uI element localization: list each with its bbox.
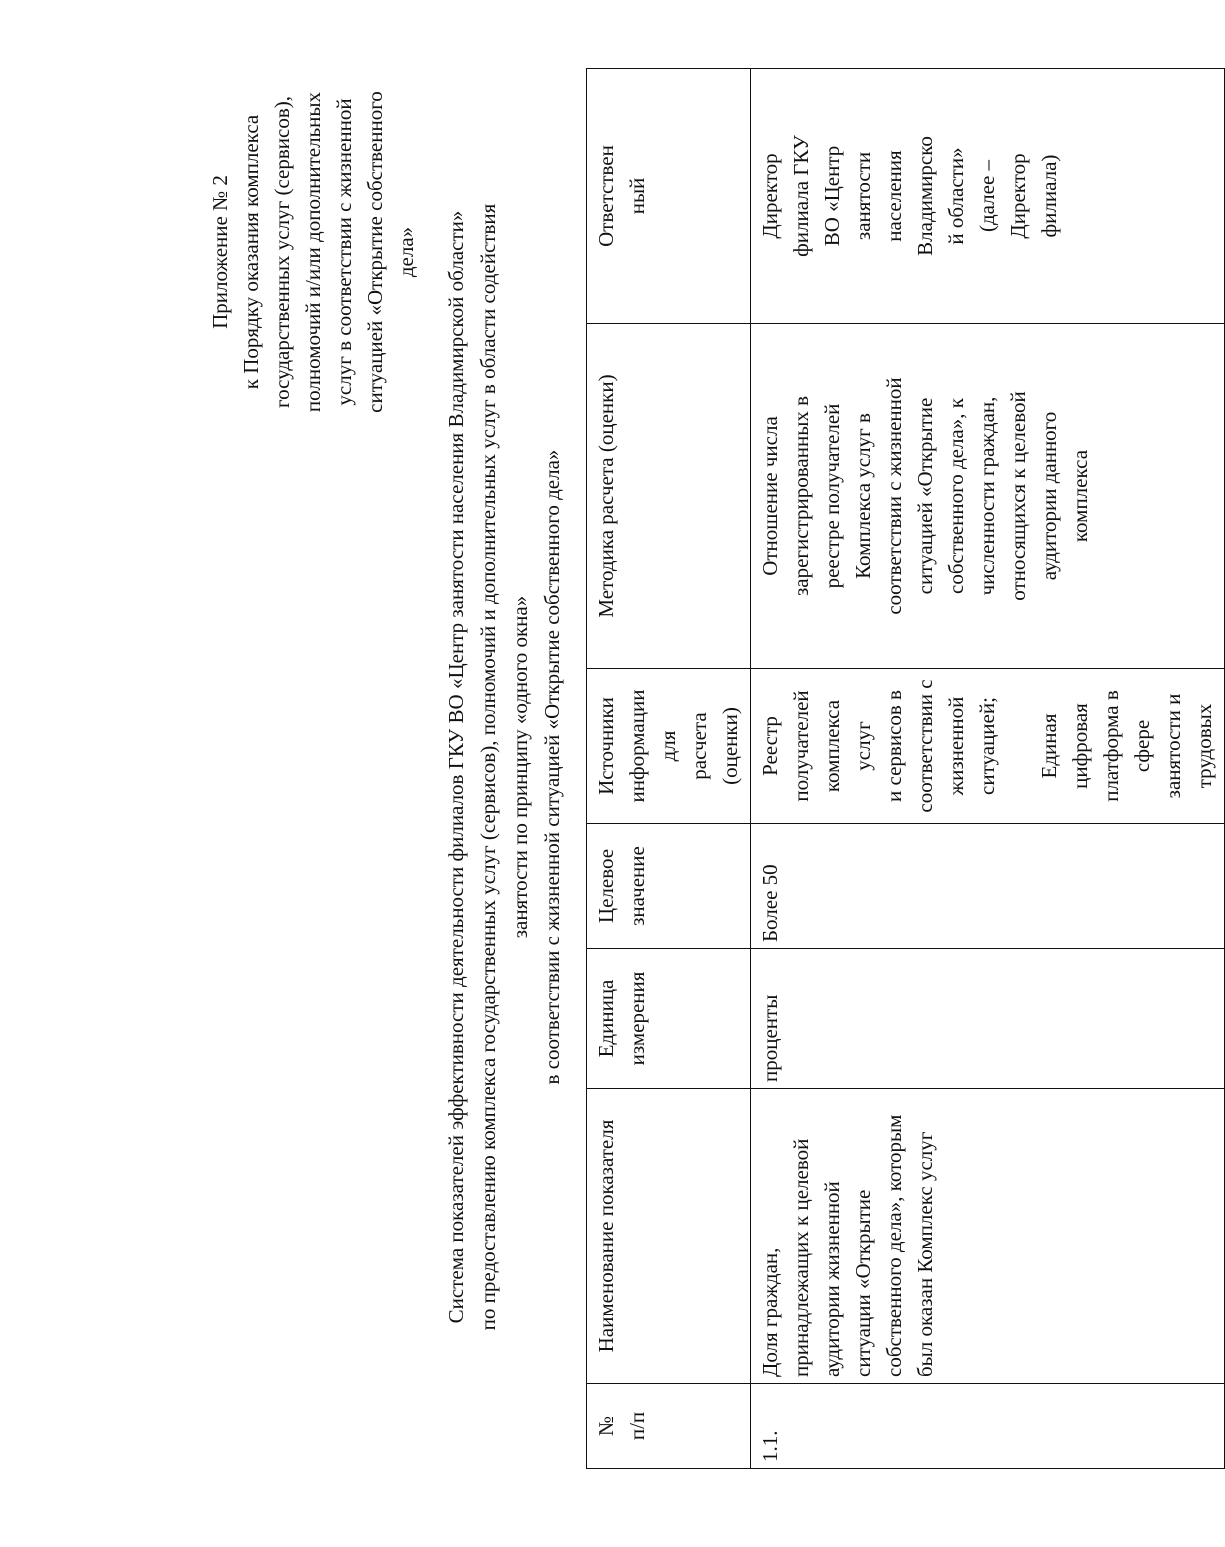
document-title [440,67,568,1467]
header-text: п/п [625,1411,649,1441]
appendix-line: ситуацией «Открытие собственного [363,91,387,413]
header-name [587,1089,751,1384]
cell-text: Комплекса услуг в [851,413,875,579]
cell-text: Отношение числа [758,416,782,576]
cell-text: (далее – [975,159,999,233]
cell-text: собственного дела», к [944,398,968,594]
cell-text: сфере занятости и [1130,693,1185,799]
header-text: информации для [625,689,680,803]
header-num [587,1384,751,1469]
cell-text: комплекса услуг [820,699,875,793]
title-line: занятости по принципу «одного окна» [508,595,532,939]
cell-text: зарегистрированных в [789,396,813,596]
header-text: Целевое [594,848,618,924]
appendix-line: полномочий и/или дополнительных [301,91,325,413]
header-target [587,824,751,949]
cell-text: ситуацией; [975,697,999,795]
cell-source [751,669,1225,824]
cell-text: относящихся к целевой [1006,391,1030,601]
cell-method [751,324,1225,669]
title-line: Система показателей эффективности деятельности филиалов ГКУ ВО «Центр занятости населения Владимирской области» [444,210,468,1324]
header-text: Методика расчета (оценки) [594,374,618,618]
header-unit [587,949,751,1089]
cell-num: 1.1. [751,1384,1225,1469]
header-text: Наименование показателя [594,1119,618,1353]
cell-text: населения [882,150,906,242]
cell-text: Единая цифровая [1037,703,1092,789]
cell-text: платформа в [1099,690,1123,802]
header-text: Единица [594,979,618,1058]
cell-text: филиала ГКУ [789,135,813,257]
cell-unit: проценты [751,949,1225,1089]
cell-target: Более 50 [751,824,1225,949]
header-responsible [587,69,751,324]
cell-text: ситуации «Открытие [851,1189,875,1377]
header-text: Ответствен [594,145,618,247]
appendix-line: дела» [394,226,418,278]
table-header-row [587,69,751,1469]
cell-text: Директор [758,153,782,239]
appendix-line: государственных услуг (сервисов), [270,96,294,408]
header-source [587,669,751,824]
cell-text: ситуацией «Открытие [913,397,937,595]
cell-text: Реестр [758,716,782,776]
cell-responsible [751,69,1225,324]
header-method [587,324,751,669]
cell-text: соответствии с жизненной [882,377,906,615]
cell-text: аудитории жизненной [820,1181,844,1377]
appendix-line: Приложение № 2 [208,175,232,329]
cell-text: филиала) [1037,154,1061,238]
title-line: по предоставлению комплекса государственных услуг (сервисов), полномочий и дополнительных услуг в области содействия [476,203,500,1331]
header-text: ный [625,177,649,215]
header-text: расчета (оценки) [687,707,742,785]
header-text: Источники [594,697,618,795]
table-row [751,69,1225,1469]
cell-text: аудитории данного [1037,411,1061,581]
cell-text: и сервисов в [882,690,906,802]
header-text: значение [625,846,649,926]
cell-text: й области» [944,147,968,245]
cell-text: численности граждан, [975,396,999,596]
cell-text: занятости [851,151,875,241]
cell-text: трудовых [1192,703,1216,789]
header-text: № [594,1415,618,1437]
appendix-line: услуг в соответствии с жизненной [332,98,356,406]
cell-text: Владимирско [913,136,937,256]
cell-text: жизненной [944,696,968,796]
cell-text: принадлежащих к целевой [789,1138,813,1377]
indicators-table [586,68,1225,1469]
cell-text: получателей [789,690,813,802]
cell-text: Директор [1006,153,1030,239]
cell-text: соответствии с [913,679,937,813]
appendix-header [205,82,422,422]
cell-text: Доля граждан, [758,1247,782,1377]
title-line: в соответствии с жизненной ситуацией «Открытие собственного дела» [540,449,564,1085]
cell-text: был оказан Комплекс услуг [913,1131,937,1377]
cell-name [751,1089,1225,1384]
cell-text: реестре получателей [820,403,844,589]
header-text: измерения [625,971,649,1066]
paragraph-spacer [1003,675,1034,817]
cell-text: ВО «Центр [820,145,844,247]
appendix-line: к Порядку оказания комплекса [239,114,263,390]
cell-text: комплекса [1068,449,1092,543]
cell-text: собственного дела», которым [882,1114,906,1377]
